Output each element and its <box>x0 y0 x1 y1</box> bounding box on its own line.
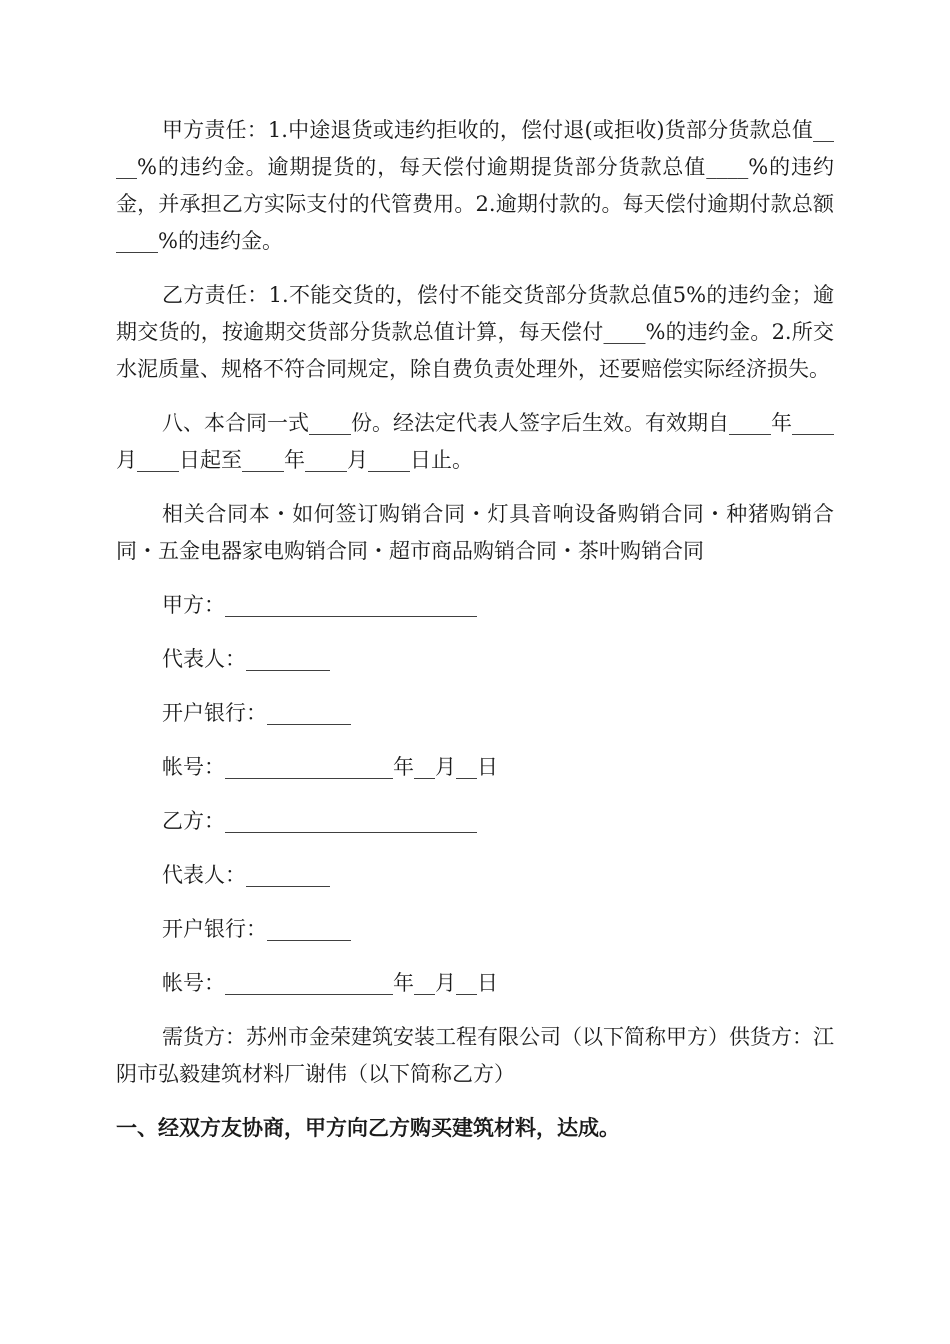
party-a-name-line: 甲方：________________________ <box>162 593 477 617</box>
party-b-signature-block <box>116 803 834 1002</box>
party-a-bank-line: 开户银行：________ <box>162 701 351 725</box>
party-a-signature-block <box>116 587 834 786</box>
party-a-liability-paragraph: 甲方责任：1.中途退货或违约拒收的，偿付退(或拒收)货部分货款总值____%的违约金。逾期提货的，每天偿付逾期提货部分货款总值____%的违约金，并承担乙方实际支付的代管费用。2.逾期付款的。每天偿付逾期付款总额____%的违约金。 <box>116 118 834 253</box>
party-a-account-line: 帐号：________________年__月__日 <box>162 755 498 779</box>
clause-eight-paragraph: 八、本合同一式____份。经法定代表人签字后生效。有效期自____年____月____日起至____年____月____日止。 <box>116 411 834 472</box>
party-b-account-line: 帐号：________________年__月__日 <box>162 971 498 995</box>
party-b-liability-paragraph: 乙方责任：1.不能交货的，偿付不能交货部分货款总值5%的违约金；逾期交货的，按逾期交货部分货款总值计算，每天偿付____%的违约金。2.所交水泥质量、规格不符合同规定，除自费负责处理外，还要赔偿实际经济损失。 <box>116 283 834 381</box>
document-page <box>116 112 834 1147</box>
party-b-bank-line: 开户银行：________ <box>162 917 351 941</box>
party-a-representative-line: 代表人：________ <box>162 647 330 671</box>
section-one-heading: 一、经双方友协商，甲方向乙方购买建筑材料，达成。 <box>116 1116 620 1140</box>
related-contracts-paragraph: 相关合同本・如何签订购销合同・灯具音响设备购销合同・种猪购销合同・五金电器家电购销合同・超市商品购销合同・茶叶购销合同 <box>116 502 834 563</box>
parties-intro-paragraph: 需货方：苏州市金荣建筑安装工程有限公司（以下简称甲方）供货方：江阴市弘毅建筑材料厂谢伟（以下简称乙方） <box>116 1025 834 1086</box>
party-b-representative-line: 代表人：________ <box>162 863 330 887</box>
party-b-name-line: 乙方：________________________ <box>162 809 477 833</box>
